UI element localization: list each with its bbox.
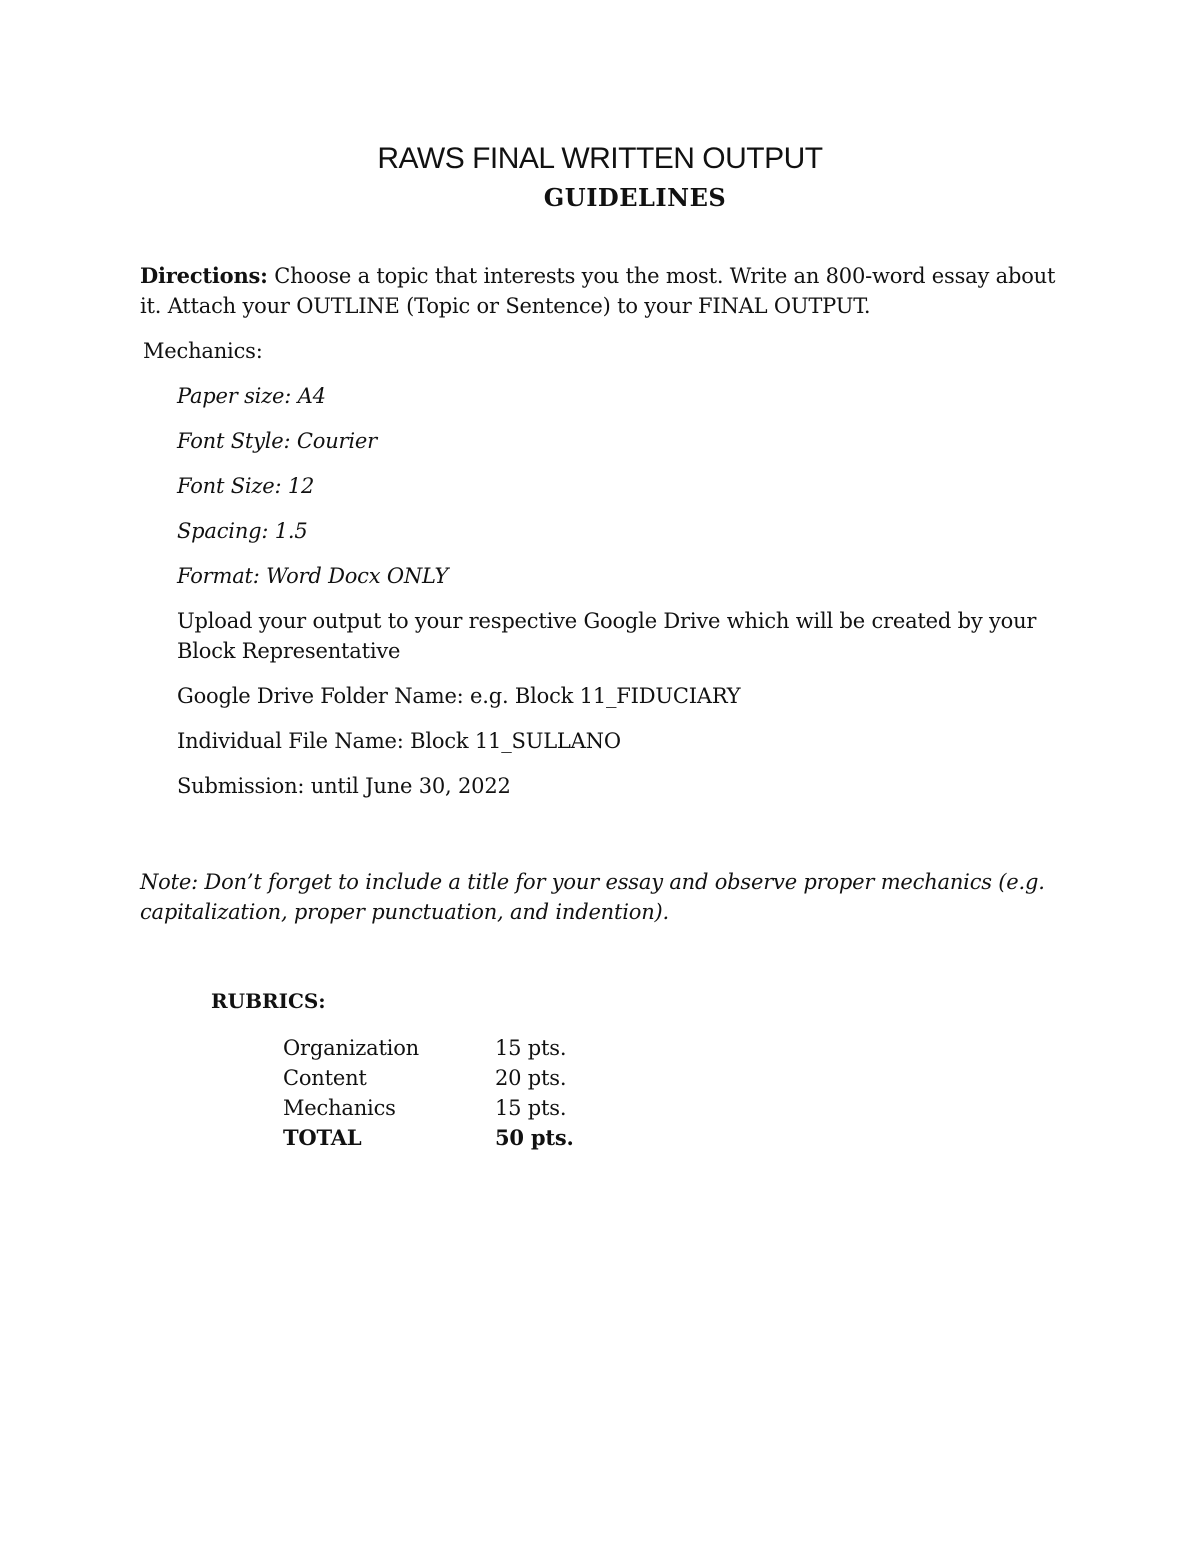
- mechanics-item: Paper size: A4: [177, 384, 326, 408]
- mechanics-list: [177, 381, 1077, 816]
- document-subtitle: GUIDELINES: [543, 183, 727, 212]
- mechanics-item: Spacing: 1.5: [177, 519, 308, 543]
- mechanics-item: Font Size: 12: [177, 474, 315, 498]
- mechanics-item: Submission: until June 30, 2022: [177, 774, 511, 798]
- document-title: RAWS FINAL WRITTEN OUTPUT: [377, 142, 823, 175]
- rubric-points: 15 pts.: [495, 1096, 567, 1120]
- mechanics-heading: Mechanics:: [143, 339, 263, 363]
- rubric-criterion: Mechanics: [283, 1096, 396, 1120]
- mechanics-item: Google Drive Folder Name: e.g. Block 11_FIDUCIARY: [177, 684, 741, 708]
- rubric-points: 15 pts.: [495, 1036, 567, 1060]
- directions-label: Directions:: [140, 263, 268, 288]
- directions-paragraph: [140, 261, 1070, 321]
- note-paragraph: Note: Don’t forget to include a title for your essay and observe proper mechanics (e.g. capitalization, proper punctuation, and indention).: [140, 870, 1045, 924]
- rubric-criterion: Organization: [283, 1036, 419, 1060]
- rubrics-table: [283, 1033, 615, 1153]
- rubrics-title: RUBRICS:: [211, 989, 326, 1013]
- rubric-total-label: TOTAL: [283, 1125, 362, 1150]
- mechanics-item: Font Style: Courier: [177, 429, 377, 453]
- rubric-row: [283, 1093, 615, 1123]
- rubric-criterion: Content: [283, 1066, 367, 1090]
- rubric-row: [283, 1033, 615, 1063]
- mechanics-item: Individual File Name: Block 11_SULLANO: [177, 729, 621, 753]
- directions-text: Choose a topic that interests you the most. Write an 800-word essay about it. Attach your OUTLINE (Topic or Sentence) to your FINAL OUTPUT.: [140, 264, 1056, 318]
- rubric-row: [283, 1063, 615, 1093]
- rubric-total-row: [283, 1123, 615, 1153]
- rubric-points: 20 pts.: [495, 1066, 567, 1090]
- mechanics-item: Upload your output to your respective Google Drive which will be created by your Block Representative: [177, 609, 1037, 663]
- mechanics-item: Format: Word Docx ONLY: [177, 564, 449, 588]
- rubric-total-points: 50 pts.: [495, 1125, 574, 1150]
